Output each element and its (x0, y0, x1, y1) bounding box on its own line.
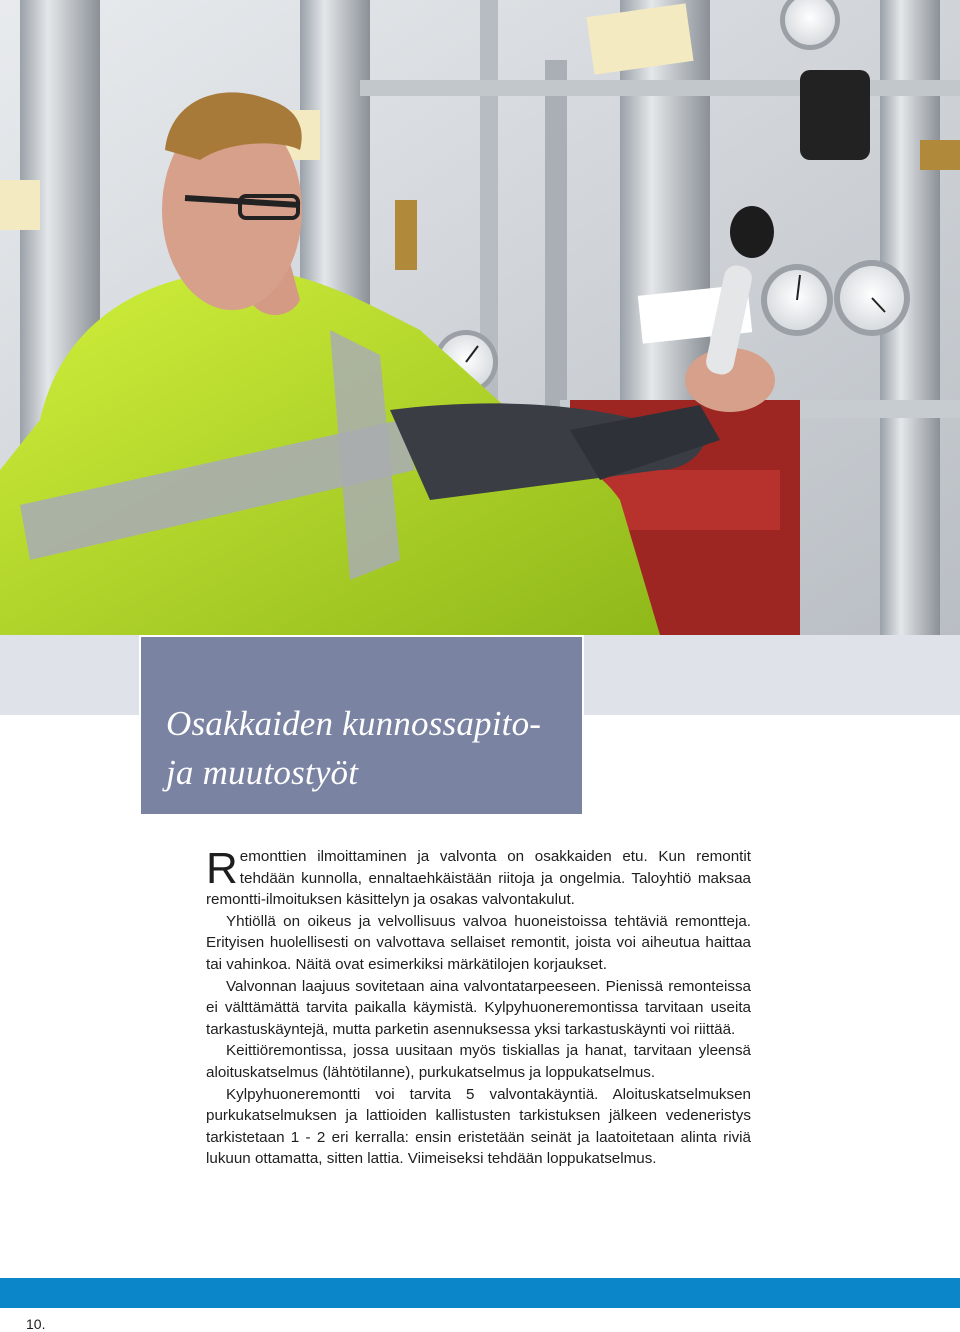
regulator (800, 70, 870, 160)
pressure-gauge (834, 260, 910, 336)
paragraph-text: emonttien ilmoittaminen ja valvonta on osakkaiden etu. Kun remontit tehdään kunnolla, ennaltaehkäistään riitoja ja ongelmia. Taloyhtiö maksaa remontti-ilmoituksen käsittelyn ja osakas valvontakulut. (206, 848, 751, 909)
page-title-line-1: Osakkaiden kunnossapito- (166, 704, 542, 743)
paragraph: Valvonnan laajuus sovitetaan aina valvontatarpeeseen. Pienissä remonteissa ei välttämättä tarvita paikalla käymistä. Kylpyhuoneremontissa tarvitaan useita tarkastuskäyntejä, mutta parketin asennuksessa yksi tarkastuskäynti voi riittää. (206, 977, 751, 1038)
paragraph: Kylpyhuoneremontti voi tarvita 5 valvontakäyntiä. Aloituskatselmuksen purkukatselmuksen ja lattioiden kallistusten tarkistuksen jälkeen vedeneristys tarkistetaan 1 - 2 eri kerralla: ensin eristetään seinät ja laatoitetaan alinta riviä lukuun ottamatta, sitten lattia. Viimeiseksi tehdään loppukatselmus. (206, 1085, 751, 1168)
title-band-left (0, 635, 139, 715)
paragraph: Yhtiöllä on oikeus ja velvollisuus valvoa huoneistoissa tehtäviä remontteja. Erityisen huolellisesti on valvottava sellaiset remontit, joista voi aiheutua haittaa tai vahinkoa. Näitä ovat esimerkiksi märkätilojen korjaukset. (206, 912, 751, 973)
page-number: 10. (26, 1316, 46, 1332)
article-body (206, 846, 751, 1170)
pressure-gauge (761, 264, 833, 336)
label-sign (0, 180, 40, 230)
page-title-line-2: ja muutostyöt (166, 753, 359, 792)
title-band-right (584, 635, 960, 715)
paragraph (206, 846, 751, 911)
meter-microphone (730, 206, 774, 258)
drop-cap: R (206, 844, 238, 893)
page-title (166, 699, 541, 797)
header-photo (0, 0, 960, 635)
title-box (141, 637, 582, 814)
technician-measuring-photo (0, 0, 960, 635)
footer-bar (0, 1278, 960, 1308)
paragraph: Keittiöremontissa, jossa uusitaan myös tiskiallas ja hanat, tarvitaan yleensä aloituskatselmus (lähtötilanne), purkukatselmus ja loppukatselmus. (206, 1042, 751, 1081)
